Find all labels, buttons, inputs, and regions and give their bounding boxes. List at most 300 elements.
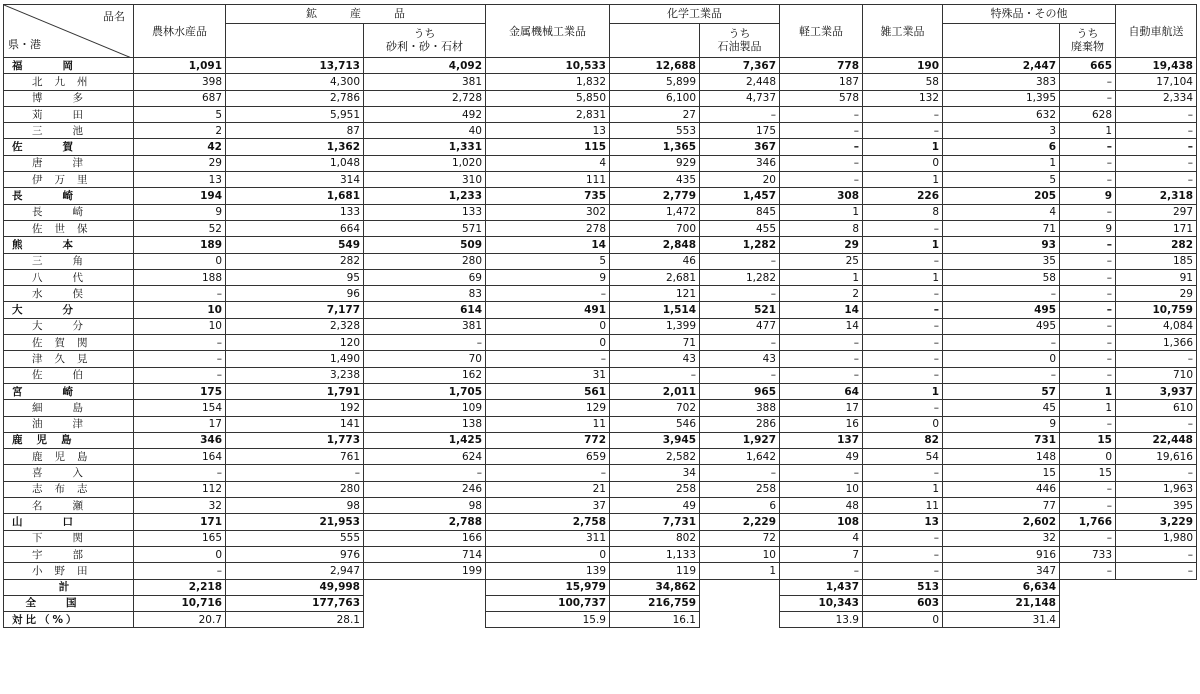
table-cell: 166: [364, 530, 486, 546]
table-row: [4, 123, 1197, 139]
table-cell: 772: [486, 432, 610, 448]
row-name-cell: [4, 188, 134, 204]
table-cell: 395: [1116, 498, 1197, 514]
table-cell: –: [1116, 139, 1197, 155]
table-cell: 1: [863, 383, 943, 399]
table-cell: 314: [226, 172, 364, 188]
table-cell: 32: [134, 498, 226, 514]
table-cell: 21,953: [226, 514, 364, 530]
table-cell: 280: [364, 253, 486, 269]
row-name: [4, 564, 130, 578]
row-name: [4, 450, 130, 464]
row-name: [4, 417, 130, 431]
table-cell: 15: [943, 465, 1060, 481]
table-cell: 162: [364, 367, 486, 383]
row-name-cell: [4, 416, 134, 432]
table-row: [4, 237, 1197, 253]
table-cell: 1,366: [1116, 335, 1197, 351]
table-cell: [700, 612, 780, 628]
table-cell: –: [1060, 155, 1116, 171]
table-cell: 2: [134, 123, 226, 139]
table-row: [4, 188, 1197, 204]
table-cell: –: [486, 465, 610, 481]
row-name-text: 三池: [32, 124, 113, 137]
table-cell: –: [700, 253, 780, 269]
table-cell: 367: [700, 139, 780, 155]
table-cell: 5,951: [226, 106, 364, 122]
table-cell: –: [863, 253, 943, 269]
table-cell: 96: [226, 286, 364, 302]
table-cell: 308: [780, 188, 863, 204]
table-cell: 1,365: [610, 139, 700, 155]
table-cell: 710: [1116, 367, 1197, 383]
table-cell: 976: [226, 546, 364, 562]
table-cell: –: [700, 465, 780, 481]
row-name-cell: [4, 481, 134, 497]
table-cell: 2,447: [943, 58, 1060, 74]
table-cell: –: [1060, 286, 1116, 302]
row-name-cell: [4, 58, 134, 74]
table-cell: 120: [226, 335, 364, 351]
table-cell: 72: [700, 530, 780, 546]
table-cell: –: [1116, 416, 1197, 432]
table-cell: 98: [226, 498, 364, 514]
table-row: [4, 595, 1197, 611]
table-cell: –: [863, 106, 943, 122]
row-name-text: 宇部: [32, 548, 113, 561]
table-cell: 3,238: [226, 367, 364, 383]
table-cell: 13: [486, 123, 610, 139]
table-cell: 15.9: [486, 612, 610, 628]
table-cell: 27: [610, 106, 700, 122]
table-cell: 346: [134, 432, 226, 448]
row-name: [4, 75, 130, 89]
row-name: [4, 596, 130, 610]
table-cell: –: [943, 367, 1060, 383]
row-name-cell: [4, 155, 134, 171]
table-cell: –: [1060, 139, 1116, 155]
table-row: [4, 546, 1197, 562]
table-cell: –: [1060, 335, 1116, 351]
table-cell: 137: [780, 432, 863, 448]
table-cell: –: [1060, 530, 1116, 546]
table-cell: 1: [863, 237, 943, 253]
table-cell: 731: [943, 432, 1060, 448]
header-agri: 農林水産品: [134, 5, 226, 58]
table-cell: 2,831: [486, 106, 610, 122]
row-name-cell: [4, 514, 134, 530]
table-cell: 58: [943, 269, 1060, 285]
row-name: [4, 189, 130, 203]
row-name-cell: [4, 498, 134, 514]
row-name-text: 細島: [32, 401, 113, 414]
table-row: [4, 530, 1197, 546]
table-cell: 1,395: [943, 90, 1060, 106]
table-cell: 2,848: [610, 237, 700, 253]
table-row: [4, 383, 1197, 399]
table-cell: –: [863, 546, 943, 562]
row-name-cell: [4, 74, 134, 90]
table-cell: 1,472: [610, 204, 700, 220]
row-name-text: 佐賀: [12, 141, 113, 154]
table-cell: 25: [780, 253, 863, 269]
table-cell: –: [1116, 155, 1197, 171]
table-cell: 546: [610, 416, 700, 432]
row-name-text: 博多: [32, 92, 113, 105]
row-name-text: 長崎: [32, 206, 113, 219]
table-cell: 1,282: [700, 237, 780, 253]
table-cell: –: [1116, 563, 1197, 579]
table-cell: 624: [364, 449, 486, 465]
table-row: [4, 514, 1197, 530]
table-cell: –: [1060, 90, 1116, 106]
row-name-text: 計: [58, 581, 74, 594]
table-cell: 188: [134, 269, 226, 285]
table-cell: 297: [1116, 204, 1197, 220]
table-cell: 0: [486, 335, 610, 351]
table-cell: –: [780, 351, 863, 367]
statistics-table-container: [3, 4, 1196, 690]
table-cell: 54: [863, 449, 943, 465]
table-cell: 5: [943, 172, 1060, 188]
table-cell: –: [1060, 351, 1116, 367]
row-name-text: 長崎: [12, 190, 113, 203]
table-cell: 2,218: [134, 579, 226, 595]
table-cell: –: [134, 351, 226, 367]
table-cell: 571: [364, 220, 486, 236]
table-cell: 12,688: [610, 58, 700, 74]
table-cell: 965: [700, 383, 780, 399]
table-cell: 1: [1060, 123, 1116, 139]
row-name-text: 唐津: [32, 157, 113, 170]
table-cell: 10: [134, 318, 226, 334]
table-cell: 9: [1060, 220, 1116, 236]
table-cell: 0: [134, 546, 226, 562]
table-cell: 1,514: [610, 302, 700, 318]
table-cell: 4,084: [1116, 318, 1197, 334]
table-cell: [1116, 612, 1197, 628]
header-chem-sub-line1: うち: [728, 27, 751, 41]
table-cell: 2,328: [226, 318, 364, 334]
table-cell: 133: [364, 204, 486, 220]
row-name: [4, 515, 130, 529]
row-name-text: 熊本: [12, 238, 113, 251]
table-cell: 5: [134, 106, 226, 122]
table-cell: 778: [780, 58, 863, 74]
header-mineral-spacer: [226, 23, 364, 57]
table-cell: –: [780, 367, 863, 383]
table-row: [4, 155, 1197, 171]
table-cell: 165: [134, 530, 226, 546]
table-cell: 14: [780, 318, 863, 334]
row-name-text: 佐賀関: [32, 336, 100, 349]
table-cell: 1,642: [700, 449, 780, 465]
table-cell: 138: [364, 416, 486, 432]
row-name-text: 鹿児島: [12, 434, 86, 447]
table-cell: 87: [226, 123, 364, 139]
table-cell: 226: [863, 188, 943, 204]
table-cell: –: [1060, 498, 1116, 514]
row-name-text: 鹿児島: [32, 450, 100, 463]
header-chem-sub-line2: 石油製品: [717, 40, 762, 54]
table-cell: 1: [863, 481, 943, 497]
table-cell: –: [1060, 237, 1116, 253]
table-cell: 111: [486, 172, 610, 188]
table-cell: 578: [780, 90, 863, 106]
table-cell: –: [700, 106, 780, 122]
table-cell: 28.1: [226, 612, 364, 628]
table-cell: 1: [863, 172, 943, 188]
table-cell: 258: [700, 481, 780, 497]
row-name-cell: [4, 302, 134, 318]
row-name: [4, 336, 130, 350]
table-cell: 43: [700, 351, 780, 367]
table-row: [4, 302, 1197, 318]
table-cell: –: [1060, 416, 1116, 432]
row-name: [4, 613, 130, 627]
table-cell: 31: [486, 367, 610, 383]
table-cell: 91: [1116, 269, 1197, 285]
table-cell: 1,980: [1116, 530, 1197, 546]
row-name-text: 下関: [32, 532, 113, 545]
row-name-cell: [4, 579, 134, 595]
table-cell: 929: [610, 155, 700, 171]
table-cell: 1,048: [226, 155, 364, 171]
table-cell: 121: [610, 286, 700, 302]
table-cell: –: [780, 465, 863, 481]
table-cell: 2,786: [226, 90, 364, 106]
table-cell: 491: [486, 302, 610, 318]
row-name-text: 水俣: [32, 287, 113, 300]
table-cell: 1,791: [226, 383, 364, 399]
table-cell: 302: [486, 204, 610, 220]
table-cell: –: [780, 563, 863, 579]
row-name-text: 北九州: [32, 75, 100, 88]
table-cell: 21: [486, 481, 610, 497]
table-cell: 13,713: [226, 58, 364, 74]
table-cell: 16: [780, 416, 863, 432]
header-special-spacer: [943, 23, 1060, 57]
table-cell: 1,437: [780, 579, 863, 595]
table-row: [4, 139, 1197, 155]
table-cell: 95: [226, 269, 364, 285]
table-cell: 32: [943, 530, 1060, 546]
table-cell: [364, 595, 486, 611]
table-cell: –: [863, 351, 943, 367]
table-cell: 49,998: [226, 579, 364, 595]
table-cell: 7,177: [226, 302, 364, 318]
table-cell: –: [364, 335, 486, 351]
table-cell: [1060, 579, 1116, 595]
table-cell: 129: [486, 400, 610, 416]
table-cell: [1116, 579, 1197, 595]
row-name-text: 伊万里: [32, 173, 100, 186]
table-cell: 664: [226, 220, 364, 236]
table-cell: 495: [943, 318, 1060, 334]
table-cell: 7,367: [700, 58, 780, 74]
table-cell: 9: [1060, 188, 1116, 204]
table-cell: 216,759: [610, 595, 700, 611]
table-cell: 0: [134, 253, 226, 269]
table-cell: 115: [486, 139, 610, 155]
table-cell: 187: [780, 74, 863, 90]
table-cell: 16.1: [610, 612, 700, 628]
table-cell: 700: [610, 220, 700, 236]
table-row: [4, 172, 1197, 188]
table-cell: –: [863, 123, 943, 139]
table-cell: 10: [134, 302, 226, 318]
table-cell: –: [1116, 546, 1197, 562]
table-row: [4, 90, 1197, 106]
table-row: [4, 318, 1197, 334]
row-name-cell: [4, 432, 134, 448]
table-cell: 513: [863, 579, 943, 595]
table-cell: 141: [226, 416, 364, 432]
table-cell: 164: [134, 449, 226, 465]
table-cell: 8: [863, 204, 943, 220]
header-mineral-sub-line1: うち: [413, 27, 436, 41]
table-cell: 52: [134, 220, 226, 236]
table-cell: 185: [1116, 253, 1197, 269]
table-cell: 205: [943, 188, 1060, 204]
table-cell: –: [1060, 172, 1116, 188]
row-name-text: 油津: [32, 418, 113, 431]
table-cell: 175: [134, 383, 226, 399]
table-cell: 1,020: [364, 155, 486, 171]
table-cell: 6,100: [610, 90, 700, 106]
table-cell: 0: [486, 318, 610, 334]
row-name: [4, 124, 130, 138]
table-cell: 714: [364, 546, 486, 562]
table-cell: 2,758: [486, 514, 610, 530]
table-cell: 1,766: [1060, 514, 1116, 530]
table-cell: 7: [780, 546, 863, 562]
row-name: [4, 499, 130, 513]
table-row: [4, 465, 1197, 481]
row-name-cell: [4, 204, 134, 220]
table-cell: –: [700, 335, 780, 351]
row-name-text: 佐伯: [32, 369, 113, 382]
table-cell: 1,233: [364, 188, 486, 204]
table-cell: 29: [1116, 286, 1197, 302]
table-cell: 0: [943, 351, 1060, 367]
table-cell: –: [780, 123, 863, 139]
header-mineral-sub: [364, 23, 486, 57]
table-cell: –: [863, 400, 943, 416]
table-cell: 1: [863, 269, 943, 285]
table-cell: 112: [134, 481, 226, 497]
table-row: [4, 400, 1197, 416]
table-cell: 11: [863, 498, 943, 514]
table-cell: –: [134, 563, 226, 579]
table-cell: 15: [1060, 432, 1116, 448]
table-cell: 2,788: [364, 514, 486, 530]
table-cell: 37: [486, 498, 610, 514]
table-cell: 4: [486, 155, 610, 171]
row-name-text: 津久見: [32, 352, 100, 365]
table-row: [4, 204, 1197, 220]
table-cell: 2,318: [1116, 188, 1197, 204]
table-row: [4, 286, 1197, 302]
table-cell: 13: [863, 514, 943, 530]
table-cell: –: [700, 367, 780, 383]
table-cell: 19,616: [1116, 449, 1197, 465]
header-auto: 自動車航送: [1116, 5, 1197, 58]
table-cell: 77: [943, 498, 1060, 514]
table-cell: 2,602: [943, 514, 1060, 530]
table-cell: –: [863, 563, 943, 579]
table-cell: 1,362: [226, 139, 364, 155]
table-body: [4, 58, 1197, 628]
table-cell: 632: [943, 106, 1060, 122]
table-cell: 1,133: [610, 546, 700, 562]
table-row: [4, 74, 1197, 90]
table-cell: 108: [780, 514, 863, 530]
table-cell: 802: [610, 530, 700, 546]
table-row: [4, 58, 1197, 74]
table-cell: –: [364, 465, 486, 481]
table-cell: 1,091: [134, 58, 226, 74]
row-name-text: 福岡: [12, 59, 113, 72]
table-cell: 9: [943, 416, 1060, 432]
row-name: [4, 580, 130, 594]
table-cell: 1: [700, 563, 780, 579]
table-cell: 175: [700, 123, 780, 139]
table-cell: –: [226, 465, 364, 481]
corner-label-port: 県・港: [8, 38, 41, 51]
row-name-cell: [4, 335, 134, 351]
table-cell: 7,731: [610, 514, 700, 530]
table-cell: 31.4: [943, 612, 1060, 628]
header-metal: 金属機械工業品: [486, 5, 610, 58]
table-cell: 665: [1060, 58, 1116, 74]
table-cell: 446: [943, 481, 1060, 497]
table-cell: 132: [863, 90, 943, 106]
row-name-text: 志布志: [32, 483, 100, 496]
table-cell: 381: [364, 74, 486, 90]
row-name: [4, 59, 130, 73]
table-cell: 20: [700, 172, 780, 188]
table-cell: 278: [486, 220, 610, 236]
table-cell: 43: [610, 351, 700, 367]
row-name: [4, 433, 130, 447]
table-row: [4, 367, 1197, 383]
table-cell: 45: [943, 400, 1060, 416]
table-cell: 70: [364, 351, 486, 367]
header-chem: 化学工業品: [610, 5, 780, 24]
table-cell: 189: [134, 237, 226, 253]
table-cell: –: [863, 465, 943, 481]
row-name: [4, 271, 130, 285]
table-cell: 10: [700, 546, 780, 562]
table-cell: 477: [700, 318, 780, 334]
table-cell: –: [1060, 269, 1116, 285]
table-cell: –: [780, 335, 863, 351]
table-cell: 98: [364, 498, 486, 514]
table-cell: 381: [364, 318, 486, 334]
cargo-statistics-table: [3, 4, 1197, 628]
row-name-cell: [4, 400, 134, 416]
header-mineral: 鉱 産 品: [226, 5, 486, 24]
table-cell: 21,148: [943, 595, 1060, 611]
table-cell: 6: [700, 498, 780, 514]
table-cell: 64: [780, 383, 863, 399]
row-name-text: 山口: [12, 515, 113, 528]
table-cell: –: [943, 335, 1060, 351]
row-name-text: 大分: [12, 304, 113, 317]
table-cell: 8: [780, 220, 863, 236]
table-cell: 22,448: [1116, 432, 1197, 448]
